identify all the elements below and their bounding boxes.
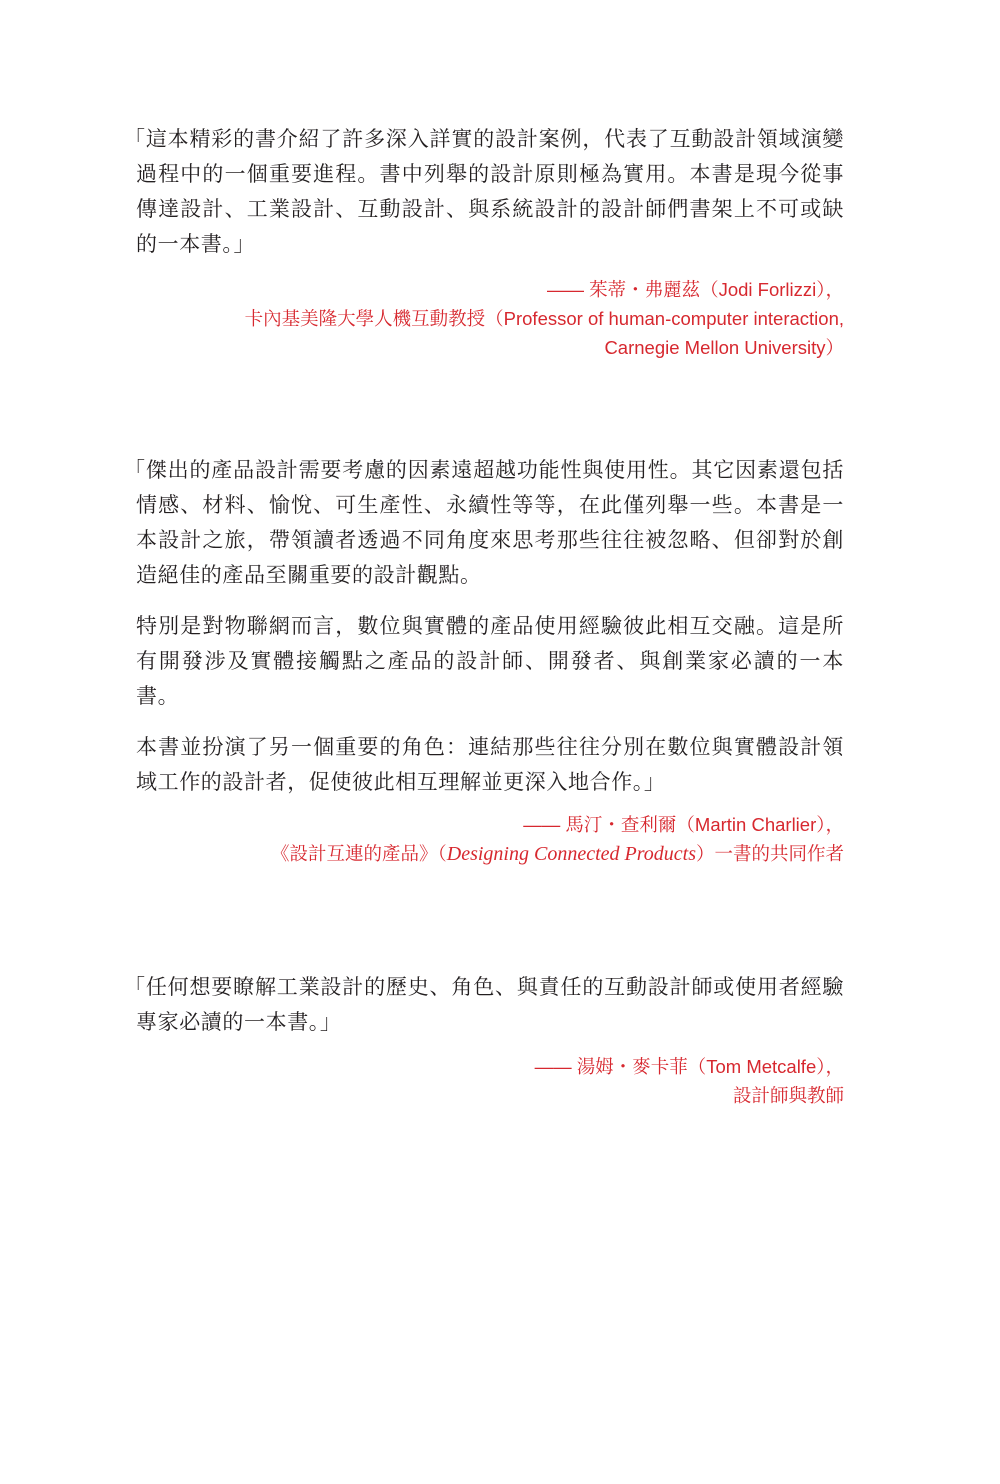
endorsement-quote-forlizzi [124, 122, 844, 362]
endorsement-quote-metcalfe [124, 970, 844, 1110]
attribution-role: 卡內基美隆大學人機互動教授（Professor of human-computer interaction, [244, 308, 844, 329]
quote-text: 「這本精彩的書介紹了許多深入詳實的設計案例，代表了互動設計領域演變過程中的一個重要進程。書中列舉的設計原則極為實用。本書是現今從事傳達設計、工業設計、互動設計、與系統設計的設計師們書架上不可或缺的一本書。」 [124, 127, 844, 256]
quote-attribution [136, 810, 844, 869]
book-title-suffix: ）一書的共同作者 [695, 843, 844, 864]
quote-paragraph: 特別是對物聯網而言，數位與實體的產品使用經驗彼此相互交融。這是所有開發涉及實體接觸點之產品的設計師、開發者、與創業家必讀的一本書。 [136, 614, 844, 708]
attribution-role: 設計師與教師 [732, 1085, 844, 1106]
book-title-prefix: 《設計互連的產品》（ [271, 843, 447, 864]
quote-attribution [136, 275, 844, 362]
attribution-name: —— 茱蒂・弗麗茲（Jodi Forlizzi）， [546, 279, 844, 300]
attribution-name: —— 馬汀・查利爾（Martin Charlier）， [523, 814, 844, 835]
endorsement-quote-charlier [124, 453, 844, 869]
quote-attribution [136, 1052, 844, 1110]
book-title: Designing Connected Products [446, 843, 696, 865]
attribution-name: —— 湯姆・麥卡菲（Tom Metcalfe）， [534, 1056, 844, 1077]
quote-paragraph: 本書並扮演了另一個重要的角色：連結那些往往分別在數位與實體設計領域工作的設計者，促使彼此相互理解並更深入地合作。」 [136, 735, 844, 794]
attribution-role [136, 839, 844, 869]
attribution-role-continued: Carnegie Mellon University） [604, 337, 844, 358]
quote-paragraph: 「傑出的產品設計需要考慮的因素遠超越功能性與使用性。其它因素還包括情感、材料、愉悅、可生產性、永續性等等，在此僅列舉一些。本書是一本設計之旅，帶領讀者透過不同角度來思考那些往往被忽略、但卻對於創造絕佳的產品至關重要的設計觀點。 [124, 458, 844, 587]
quote-text: 「任何想要瞭解工業設計的歷史、角色、與責任的互動設計師或使用者經驗專家必讀的一本書。」 [124, 975, 844, 1034]
